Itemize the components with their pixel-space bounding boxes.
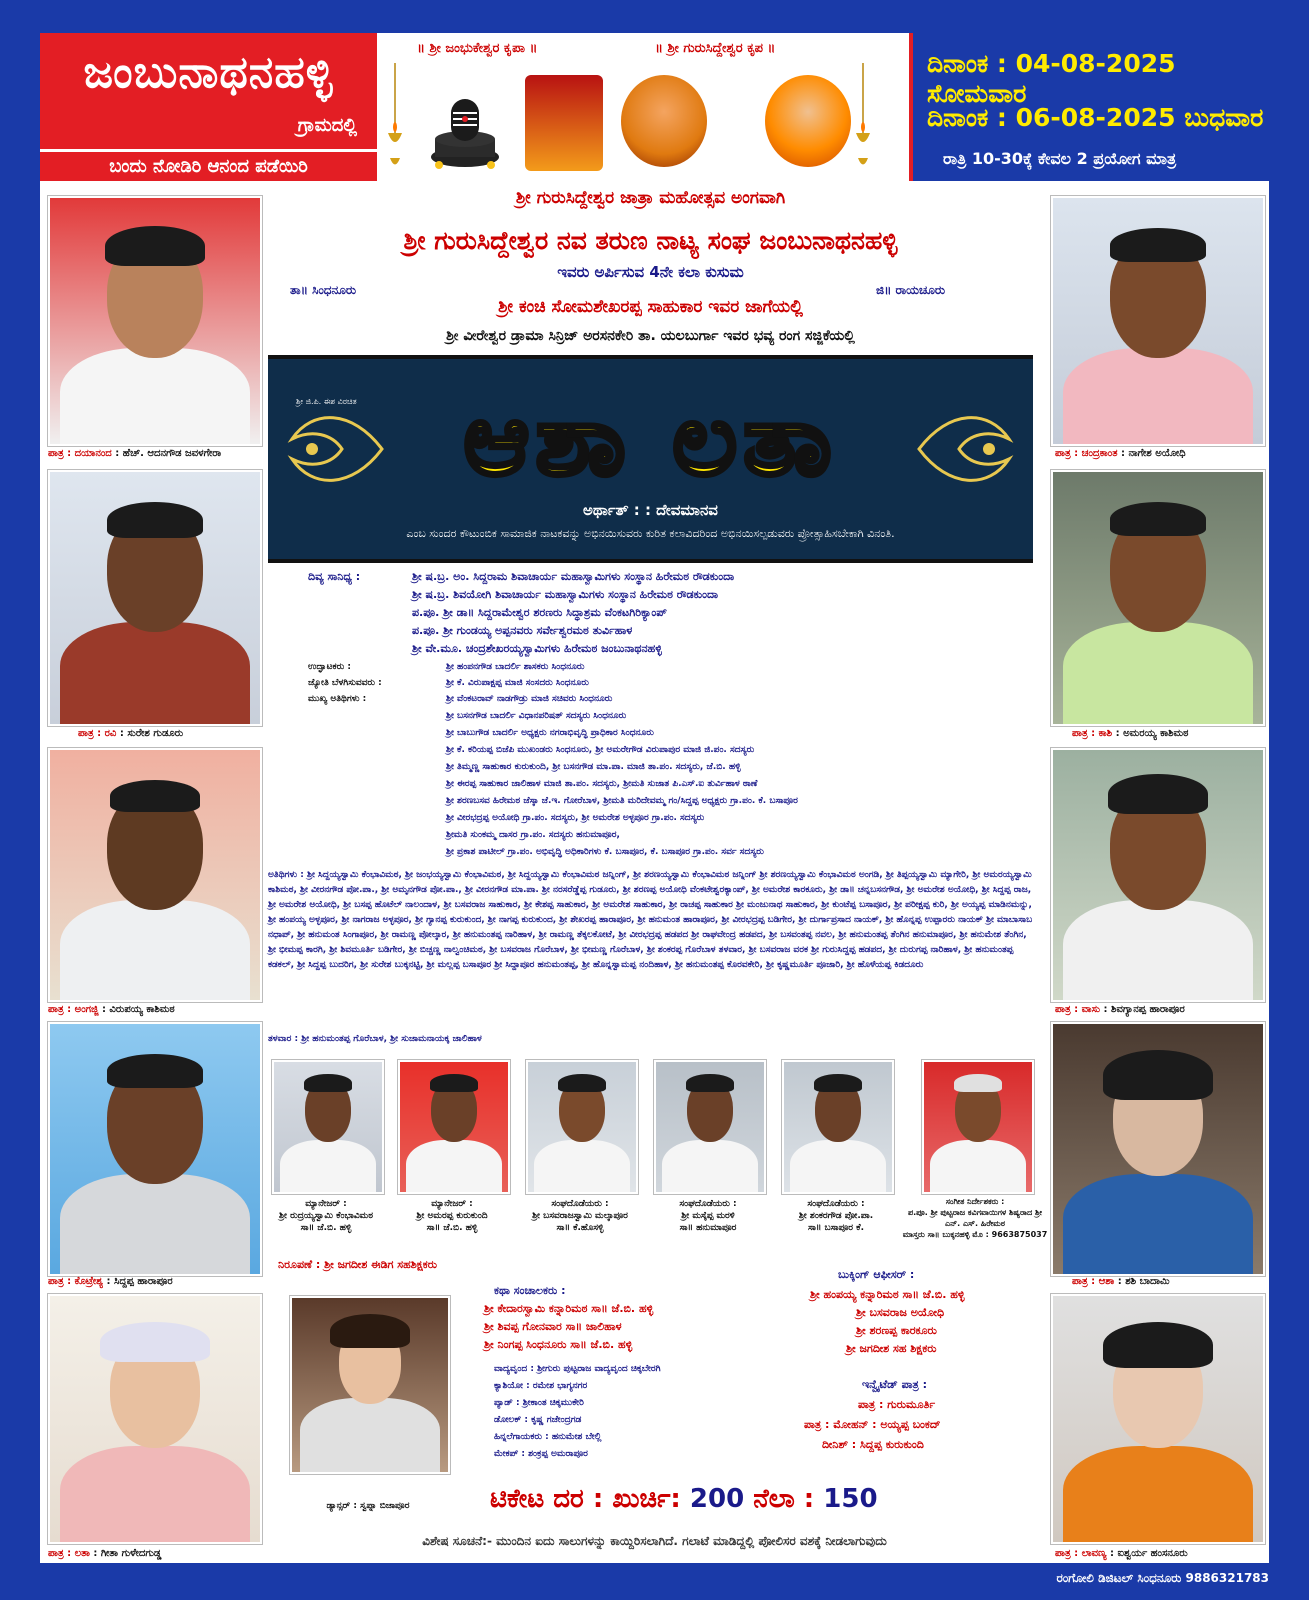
- shivalinga-icon: [425, 79, 505, 175]
- deity-strip: [377, 33, 909, 181]
- cast-photo: [48, 1294, 262, 1544]
- blessing-right: ॥ ಶ್ರೀ ಗುರುಸಿದ್ದೇಶ್ವರ ಕೃಪ ॥: [655, 41, 776, 56]
- cast-caption: ಪಾತ್ರ : ಕಾಶಿ : ಅಮರಯ್ಯ ಕಾಶಿಮಠ: [1072, 728, 1189, 739]
- dancer-photo: [290, 1296, 450, 1474]
- guest-list: ಅತಿಥಿಗಳು : ಶ್ರೀ ಸಿದ್ದಯ್ಯಸ್ವಾಮಿ ಕೆಂಭಾವಿಮಠ, ಶ್ರೀ ಜಂಭಯ್ಯಸ್ವಾಮಿ ಕೆಂಭಾವಿಮಠ, ಶ್ರೀ ಸಿದ್ದಯ್ಯಸ್ವಾಮಿ ಕೆಂಭಾವಿಮಠ ಜನ್ನಿಂಗ್, ಶ್ರೀ ಶರಣಯ್ಯಸ್ವಾಮಿ ಕೆಂಭಾವಿಮಠ ಜನ್ನಿಂಗ್ ಶ್ರೀ ಶರಣಯ್ಯಸ್ವಾಮಿ ಕೆಂಭಾವಿಮಠ ಅಂಗಡಿ, ಶ್ರೀ ತಿಪ್ಪಯ್ಯಸ್ವಾಮಿ ಮ್ಯಾಗೇರಿ, ಶ್ರೀ ಅಮರಯ್ಯಸ್ವಾಮಿ ಕಾಶಿಮಠ, ಶ್ರೀ ವೀರನಗೌಡ ಪೋ.ಪಾ., ಶ್ರೀ ಅಮೃನಗೌಡ ಪೋ.ಪಾ., ಶ್ರೀ ವೀರನಗೌಡ ಮಾ.ಪಾ. ಶ್ರೀ ನರಸರೆಡ್ಡೆಪ್ಪ ಗುಡೂರು, ಶ್ರೀ ಶರಣಪ್ಪ ಅಯೋಧಿ ವೆಂಕಟೇಶ್ವರಕ್ಯಾಂಪ್, ಶ್ರೀ ಅಮರೇಶ ಕಾರಕೂರು, ಶ್ರೀ ಡಾ॥ ಚನ್ನಬಸನಗೌಡ, ಶ್ರೀ ಅಮರೇಶ ಅಯೋಧಿ, ಶ್ರೀ ಸಿದ್ದಪ್ಪ ರಾಜ, ಶ್ರೀ ಅಮರೇಶ ಅಯೋಧಿ, ಶ್ರೀ ಬಸಪ್ಪ ಹೊಟೆಲ್ ನಾಲಂದಾಳ, ಶ್ರೀ ಬಸವರಾಜ ಸಾಹುಕಾರ, ಶ್ರೀ ಕೇಶಪ್ಪ ಸಾಹುಕಾರ, ಶ್ರೀ ಅಮರೇಶ ಸಾಹುಕಾರ, ಶ್ರೀ ರಾಚಪ್ಪ ಸಾಹುಕಾರ ಶ್ರೀ ಮಂಜುನಾಥ ಸಾಹುಕಾರ, ಶ್ರೀ ಕುಂಟೆಪ್ಪ ಬಸಾಪೂರ, ಶ್ರೀ ಪರೀಕ್ಷಪ್ಪ ಕುರಿ, ಶ್ರೀ ಅಯ್ಯಪ್ಪ ಮಾಡಿನಮನ್ನು, ಶ್ರೀ ಹಂಪಯ್ಯ ಅಳ್ಳಪೂರ, ಶ್ರೀ ನಾಗರಾಜ ಅಳ್ಳಪೂರ, ಶ್ರೀ ಗ್ಯಾನಪ್ಪ ಕುರುಕುಂದ, ಶ್ರೀ ನಾಗಪ್ಪ ಕುರುಕುಂದ, ಶ್ರೀ ಶೇಖರಪ್ಪ ಹಾರಾಪೂರ, ಶ್ರೀ ಹನುಮಂತ ಹಾರಾಪೂರ, ಶ್ರೀ ವೀರಭದ್ರಪ್ಪ ಬಡಿಗೇರ, ಶ್ರೀ ದುರ್ಗಾಪ್ರಸಾದ ನಾಯಕ್, ಶ್ರೀ ಹೊನ್ನಪ್ಪ ಉಪ್ಪಾರರು ನಾಯಕ್ ಶ್ರೀ ಮಾಬಾಸಾಬ ನಧಾಪ್, ಶ್ರೀ ಹನುಮಂತ ಸಿಂಗಾಪೂರ, ಶ್ರೀ ರಾಮಣ್ಣ ಪೋಲ್ಕಾರ, ಶ್ರೀ ಹನುಮಂತಪ್ಪ ನಾರಿಹಾಳ, ಶ್ರೀ ರಾಮಣ್ಣ ತೆಕ್ಕಲಕೋಟೆ, ಶ್ರೀ ವೀರಭದ್ರಪ್ಪ ಹಡಪದ ಶ್ರೀ ರಾಘವೇಂದ್ರ ಹಡಪದ, ಶ್ರೀ ಬಸವಂತಪ್ಪ ನವಲ, ಶ್ರೀ ಹನುಮಂತಪ್ಪ ತೆಂಗಿನ ಹನುಮಾಪೂರ, ಶ್ರೀ ಹನುಮೇಶ ತೆಂಗಿನ, ಶ್ರೀ ಭೀಮಪ್ಪ ಕಾರಗಿ, ಶ್ರೀ ಶಿವಮೂರ್ತಿ ಬಡಿಗೇರ, ಶ್ರೀ ಬಿಚ್ಚಣ್ಣ ನಾಲ್ವಂಚಿಮಠ, ಶ್ರೀ ಬಸವರಾಜ ಗೊರೆಬಾಳ, ಶ್ರೀ ಭೀಮಣ್ಣ ಗೊರೆಬಾಳ, ಶ್ರೀ ಶಂಕರಪ್ಪ ಗೊರೆಬಾಳ ತಳವಾರ, ಶ್ರೀ ಬಸವರಾಜ ವರಕ ಶ್ರೀ ಗುರುಸಿದ್ದಪ್ಪ ಹಡಪದ, ಶ್ರೀ ದುರುಗಪ್ಪ ನಾರಿಹಾಳ, ಶ್ರೀ ಹನುಮಂತಪ್ಪ ಕಡಕಲ್, ಶ್ರೀ ಸಿದ್ದಪ್ಪ ಬುದರಿಗ, ಶ್ರೀ ಸುರೇಶ ಬುಕ್ಕನಟ್ಟಿ, ಶ್ರೀ ಮಲ್ಲಪ್ಪ ಬಸಾಪೂರ ಶ್ರೀ ಸಿದ್ದಾಪೂರ ಹನುಮಂತಪ್ಪ, ಶ್ರೀ ಹೊನ್ನಸ್ವಾಮಪ್ಪ ನಂದಿಹಾಳ, ಶ್ರೀ ಹನುಮಂತಪ್ಪ ಕೊರವಕೇರಿ, ಶ್ರೀ ಕೃಷ್ಣಮೂರ್ತಿ ಪೂಜಾರಿ, ಶ್ರೀ ಹೊಳೆಯಪ್ಪ ಕಿಡದೂರು: [268, 870, 1033, 970]
- guest-list-tail: ತಳವಾರ : ಶ್ರೀ ಹನುಮಂತಪ್ಪ ಗೊರೆಬಾಳ, ಶ್ರೀ ಸುಜಾಮನಾಯಕ್ಕ ಜಾಲಿಹಾಳ: [268, 1034, 482, 1044]
- venue-line: ಶ್ರೀ ಕಂಚಿ ಸೋಮಶೇಖರಪ್ಪ ಸಾಹುಕಾರ ಇವರ ಜಾಗೆಯಲ್ಲಿ: [498, 297, 803, 317]
- story-item: ಶ್ರೀ ಕೇದಾರಸ್ವಾಮಿ ಕನ್ನಾರಿಮಠ ಸಾ॥ ಜೆ.ಬಿ. ಹಳ್ಳಿ: [484, 1302, 654, 1315]
- special-note: ವಿಶೇಷ ಸೂಚನೆ:- ಮುಂದಿನ ಐದು ಸಾಲುಗಳನ್ನು ಕಾಯ್ದಿರಿಸಲಾಗಿದೆ. ಗಲಾಟೆ ಮಾಡಿದ್ದಲ್ಲಿ ಪೋಲಿಸರ ವಶಕ್ಕೆ ನೀಡಲಾಗುವುದು: [422, 1534, 887, 1548]
- date-first: ದಿನಾಂಕ : 04-08-2025 ಸೋಮವಾರ: [927, 49, 1176, 108]
- organiser-caption: ಸಂಗೀತ ನಿರ್ದೇಶಕರು : ಪ.ಪೂ. ಶ್ರೀ ಪುಟ್ಟರಾಜ ಕವಿಗವಾಯಿಗಳ ಶಿಷ್ಯರಾದ ಶ್ರೀ ಎನ್. ಎಸ್. ಹಿರೇಮಠ ಮಾಸ್ತರು ಸಾ॥ ಬುಕ್ಕನಹಳ್ಳಿ ಮೊ : 9663875037: [902, 1197, 1048, 1239]
- music-item: ಪ್ಯಾಡ್ : ಶ್ರೀಕಾಂತ ಚಿಕ್ಕಮುಕೇರಿ: [494, 1398, 584, 1408]
- guru-picture: [765, 75, 851, 167]
- district-label: ಜಿ॥ ರಾಯಚೂರು: [876, 283, 946, 297]
- ticket-price: ಟಿಕೇಟ ದರ : ಖುರ್ಚಿ: 200 ನೆಲಾ : 150: [490, 1484, 878, 1514]
- chief-label: ಮುಖ್ಯ ಅತಿಥಿಗಳು :: [308, 694, 367, 704]
- village-title: ಜಂಬುನಾಥನಹಳ್ಳಿ: [83, 47, 334, 98]
- chief-item: ಶ್ರೀ ಶರಣಬಸವ ಹಿರೇಮಠ ಜೆಸ್ಕಾ ಜೆ.ಇ. ಗೋರೆಬಾಳ, ಶ್ರೀಮತಿ ಮರಿದೇವಮ್ಮ ಗಂ/ಸಿದ್ದಪ್ಪ ಅಧ್ಯಕ್ಷರು ಗ್ರಾ.ಪಂ. ಕೆ. ಬಸಾಪೂರ: [446, 796, 798, 806]
- troupe-name: ಶ್ರೀ ಗುರುಸಿದ್ದೇಶ್ವರ ನವ ತರುಣ ನಾಟ್ಯ ಸಂಘ ಜಂಬುನಾಥನಹಳ್ಳಿ: [403, 226, 898, 255]
- presence-item: ಶ್ರೀ ವೇ.ಮೂ. ಚಂದ್ರಶೇಖರಯ್ಯಸ್ವಾಮಿಗಳು ಹಿರೇಮಠ ಜಂಬುನಾಥನಹಳ್ಳಿ: [412, 642, 662, 655]
- music-item: ಕ್ಯಾಶಿಯೋ : ರಮೇಶ ಭಾಗ್ಯನಗರ: [494, 1381, 588, 1391]
- printer-credit: ರಂಗೋಲಿ ಡಿಜಿಟಲ್ ಸಿಂಧನೂರು 9886321783: [1056, 1571, 1269, 1585]
- organiser-photo: [526, 1060, 638, 1194]
- play-title: ಆಶಾ ಲತಾ: [463, 381, 838, 498]
- booking-item: ಶ್ರೀ ಹಂಪಯ್ಯ ಕನ್ನಾರಿಮಠ ಸಾ॥ ಜೆ.ಬಿ. ಹಳ್ಳಿ: [810, 1288, 965, 1301]
- chief-item: ಶ್ರೀ ಬಾಬುಗೌಡ ಬಾದರ್ಲಿ ಅಧ್ಯಕ್ಷರು ನಗರಾಭಿವೃದ್ಧಿ ಪ್ರಾಧಿಕಾರ ಸಿಂಧನೂರು: [446, 728, 654, 738]
- cast-caption: ಪಾತ್ರ : ಲತಾ : ಗೀತಾ ಗುಳೇದಗುಡ್ಡ: [48, 1548, 162, 1559]
- organiser-photo: [398, 1060, 510, 1194]
- stage-line: ಶ್ರೀ ವೀರೇಶ್ವರ ಡ್ರಾಮಾ ಸಿನ್ರಿಜ್ ಅರಸನಕೇರಿ ತಾ. ಯಲಬುರ್ಗಾ ಇವರ ಭವ್ಯ ರಂಗ ಸಜ್ಜಿಕೆಯಲ್ಲಿ: [446, 328, 855, 344]
- organiser-caption: ಸಂಘದೊಡೆಯರು : ಶ್ರೀ ಮಸ್ಕೆಪ್ಪ ಮರಳಿ ಸಾ॥ ಹನುಮಾಪೂರ: [679, 1199, 737, 1233]
- organiser-caption: ಮ್ಯಾನೇಜರ್ : ಶ್ರೀ ರುದ್ರಯ್ಯಸ್ವಾಮಿ ಕೆಂಭಾವಿಮಠ ಸಾ॥ ಜೆ.ಬಿ. ಹಳ್ಳಿ: [279, 1199, 373, 1233]
- chief-item: ಶ್ರೀಮತಿ ಸುಂಕಮ್ಮ ದಾಸರ ಗ್ರಾ.ಪಂ. ಸದಸ್ಯರು ಹನುಮಾಪೂರ,: [446, 830, 620, 840]
- cast-photo: [48, 1022, 262, 1276]
- chief-item: ಶ್ರೀ ಪ್ರಕಾಶ ಪಾಟೀಲ್ ಗ್ರಾ.ಪಂ. ಅಭಿವೃದ್ಧಿ ಅಧಿಕಾರಿಗಳು ಕೆ. ಬಸಾಪೂರ, ಕೆ. ಬಸಾಪೂರ ಗ್ರಾ.ಪಂ. ಸರ್ವ ಸದಸ್ಯರು: [446, 847, 764, 857]
- invited-label: ಇನ್ವೈಟೆಡ್ ಪಾತ್ರ :: [862, 1378, 928, 1391]
- music-item: ವಾದ್ಯವೃಂದ : ಶ್ರೀಗುರು ಪುಟ್ಟರಾಜ ವಾದ್ಯವೃಂದ ಚಿಕ್ಕಬೇರಗಿ: [494, 1364, 661, 1374]
- festival-line: ಶ್ರೀ ಗುರುಸಿದ್ದೇಶ್ವರ ಜಾತ್ರಾ ಮಹೋತ್ಸವ ಅಂಗವಾಗಿ: [515, 188, 786, 208]
- story-label: ಕಥಾ ಸಂಚಾಲಕರು :: [494, 1284, 566, 1297]
- organiser-caption: ಸಂಘದೊಡೆಯರು : ಶ್ರೀ ಬಸವರಾಜಸ್ವಾಮಿ ಮಲ್ಕಾಪೂರ ಸಾ॥ ಕೆ.ಹೊಸಳ್ಳಿ: [532, 1199, 628, 1233]
- lamp-name: ಶ್ರೀ ಕೆ. ವಿರುಪಾಕ್ಷಪ್ಪ ಮಾಜಿ ಸಂಸದರು ಸಿಂಧನೂರು: [446, 678, 589, 688]
- date-block: [909, 33, 1273, 181]
- taluk-label: ತಾ॥ ಸಿಂಧನೂರು: [290, 283, 357, 297]
- booking-item: ಶ್ರೀ ಬಸವರಾಜ ಅಯೋಧಿ: [856, 1306, 945, 1319]
- play-subtitle: ಅರ್ಥಾತ್ : : ದೇವಮಾನವ: [583, 501, 718, 519]
- cast-photo: [1051, 470, 1265, 726]
- cast-photo: [1051, 748, 1265, 1002]
- play-description: ಎಂಬ ಸುಂದರ ಕೌಟುಂಬಿಕ ಸಾಮಾಜಿಕ ನಾಟಕವನ್ನು ಅಭಿನಯಿಸುವರು ಕುರಿತ ಕಲಾವಿದರಿಂದ ಅಭಿನಯಿಸಲ್ಪಡುವರು ಪ್ರೋತ್ಸಾಹಿಸಬೇಕಾಗಿ ವಿನಂತಿ.: [406, 527, 895, 540]
- story-item: ಶ್ರೀ ನಿಂಗಪ್ಪ ಸಿಂಧನೂರು ಸಾ॥ ಜೆ.ಬಿ. ಹಳ್ಳಿ: [484, 1338, 633, 1351]
- cast-photo: [48, 748, 262, 1002]
- blessing-left: ॥ ಶ್ರೀ ಜಂಭುಕೇಶ್ವರ ಕೃಪಾ ॥: [417, 41, 538, 56]
- inaug-label: ಉದ್ಘಾಟಕರು :: [308, 662, 351, 672]
- chief-item: ಶ್ರೀ ವೆಂಕಟರಾವ್ ನಾಡಗೌಡ್ರು ಮಾಜಿ ಸಚಿವರು ಸಿಂಧನೂರು: [446, 694, 613, 704]
- hanging-lamp-icon: [855, 63, 871, 173]
- lamp-label: ಜ್ಯೋತಿ ಬೆಳಗಿಸುವವರು :: [308, 678, 382, 688]
- story-item: ಶ್ರೀ ಶಿವಪ್ಪ ಗೋನವಾರ ಸಾ॥ ಜಾಲಿಹಾಳ: [484, 1320, 622, 1333]
- inaug-name: ಶ್ರೀ ಹಂಪನಗೌಡ ಬಾದರ್ಲಿ ಶಾಸಕರು ಸಿಂಧನೂರು: [446, 662, 585, 672]
- presence-item: ಪ.ಪೂ. ಶ್ರೀ ಗುಂಡಯ್ಯ ಅಪ್ಪನವರು ಸರ್ವೇಶ್ವರಮಠ ತುರ್ವಿಹಾಳ: [412, 624, 633, 637]
- cast-photo: [1051, 1022, 1265, 1276]
- presence-label: ದಿವ್ಯ ಸಾನಿಧ್ಯ :: [308, 570, 361, 583]
- chief-item: ಶ್ರೀ ವೀರಭದ್ರಪ್ಪ ಅಯೋಧಿ ಗ್ರಾ.ಪಂ. ಸದಸ್ಯರು, ಶ್ರೀ ಅಮರೇಶ ಅಳ್ಳಪೂರ ಗ್ರಾ.ಪಂ. ಸದಸ್ಯರು: [446, 813, 705, 823]
- hanging-lamp-icon: [387, 63, 403, 173]
- booking-item: ಶ್ರೀ ಶರಣಪ್ಪ ಕಾರಕೂರು: [856, 1324, 937, 1337]
- cast-caption: ಪಾತ್ರ : ದಯಾನಂದ : ಹೆಚ್. ಆದನಗೌಡ ಜವಳಗೇರಾ: [48, 448, 222, 459]
- cast-photo: [1051, 196, 1265, 446]
- cast-caption: ಪಾತ್ರ : ಕೊಟ್ರೇಶ್ಯ : ಸಿದ್ದಪ್ಪ ಹಾರಾಪೂರ: [48, 1276, 173, 1287]
- organiser-caption: ಸಂಘದೊಡೆಯರು : ಶ್ರೀ ಶಂಕರಗೌಡ ಪೋ.ಪಾ. ಸಾ॥ ಬಸಾಪೂರ ಕೆ.: [798, 1199, 874, 1233]
- chief-item: ಶ್ರೀ ಈರಪ್ಪ ಸಾಹುಕಾರ ಜಾಲಿಹಾಳ ಮಾಜಿ ತಾ.ಪಂ. ಸದಸ್ಯರು, ಶ್ರೀಮತಿ ಸುಜಾತ ಪಿ.ಎಸ್.ಐ ತುರ್ವಿಹಾಳ ಠಾಣೆ: [446, 779, 758, 789]
- organiser-photo: [782, 1060, 894, 1194]
- presentation-line: ಇವರು ಅರ್ಪಿಸುವ 4ನೇ ಕಲಾ ಕುಸುಮ: [557, 263, 744, 281]
- chief-item: ಶ್ರೀ ಕೆ. ಕರಿಯಪ್ಪ ಬಿಜೆಪಿ ಮುಖಂಡರು ಸಿಂಧನೂರು, ಶ್ರೀ ಅಮರೇಗೌಡ ವಿರುಪಾಪುರ ಮಾಜಿ ಜಿ.ಪಂ. ಸದಸ್ಯರು: [446, 745, 755, 755]
- booking-item: ಶ್ರೀ ಜಗದೀಶ ಸಹ ಶಿಕ್ಷಕರು: [846, 1342, 937, 1355]
- cast-photo: [48, 470, 262, 726]
- presence-item: ಶ್ರೀ ಷ.ಬ್ರ. ಅಂ. ಸಿದ್ದರಾಮ ಶಿವಾಚಾರ್ಯ ಮಹಾಸ್ವಾಮಿಗಳು ಸಂಸ್ಥಾನ ಹಿರೇಮಠ ರೌಡಕುಂದಾ: [412, 570, 735, 583]
- invited-item: ದೀನಿಶ್ : ಸಿದ್ದಪ್ಪ ಕುರುಕುಂದಿ: [822, 1438, 924, 1451]
- booking-label: ಬುಕ್ಕಿಂಗ್ ಆಫೀಸರ್ :: [838, 1268, 915, 1281]
- cast-caption: ಪಾತ್ರ : ಆಶಾ : ಶಶಿ ಬಾದಾಮಿ: [1072, 1276, 1170, 1287]
- village-block: [40, 33, 377, 181]
- cast-caption: ಪಾತ್ರ : ಲಾವಣ್ಯ : ಐಶ್ವರ್ಯ ಹಂಸನೂರು: [1055, 1548, 1188, 1559]
- cast-caption: ಪಾತ್ರ : ರವಿ : ಸುರೇಶ ಗುಡೂರು: [78, 728, 184, 739]
- show-time: ರಾತ್ರಿ 10-30ಕ್ಕೆ ಕೇವಲ 2 ಪ್ರಯೋಗ ಮಾತ್ರ: [943, 149, 1177, 168]
- music-item: ಮೇಕಪ್ : ಶಂಕ್ರಪ್ಪ ಅಮರಾಪೂರ: [494, 1449, 588, 1459]
- cast-caption: ಪಾತ್ರ : ಚಂದ್ರಕಾಂತ : ನಾಗೇಶ ಅಯೋಧಿ: [1055, 448, 1186, 459]
- goddess-picture: [525, 75, 603, 171]
- organiser-photo: [654, 1060, 766, 1194]
- village-subtitle: ಗ್ರಾಮದಲ್ಲಿ: [297, 115, 357, 136]
- play-author: ಶ್ರೀ ಜಿ.ಪಿ. ಈಶ ವಿರಚಿತ: [296, 397, 357, 406]
- saint-picture: [621, 75, 707, 167]
- cast-photo: [1051, 1294, 1265, 1544]
- dancer-caption: ಡ್ಯಾನ್ಸರ್ : ಸ್ವಪ್ನಾ ಬಿಜಾಪೂರ: [326, 1501, 410, 1511]
- direction-credit: ನಿರೂಪಣೆ : ಶ್ರೀ ಜಗದೀಶ ಈಡಿಗ ಸಹಶಿಕ್ಷಕರು: [278, 1258, 438, 1271]
- presence-item: ಶ್ರೀ ಷ.ಬ್ರ. ಶಿವಯೋಗಿ ಶಿವಾಚಾರ್ಯ ಮಹಾಸ್ವಾಮಿಗಳು ಸಂಸ್ಥಾನ ಹಿರೇಮಠ ರೌಡಕುಂದಾ: [412, 588, 718, 601]
- organiser-photo: [272, 1060, 384, 1194]
- presence-item: ಪ.ಪೂ. ಶ್ರೀ ಡಾ॥ ಸಿದ್ದರಾಮೇಶ್ವರ ಶರಣರು ಸಿದ್ಧಾಶ್ರಮ ವೆಂಕಟಗಿರಿಕ್ಯಾಂಪ್: [412, 606, 667, 619]
- cast-photo: [48, 196, 262, 446]
- organiser-caption: ಮ್ಯಾನೇಜರ್ : ಶ್ರೀ ಅಮರಪ್ಪ ಕುರುಕುಂದಿ ಸಾ॥ ಜೆ.ಬಿ. ಹಳ್ಳಿ: [416, 1199, 488, 1233]
- tagline: ಬಂದು ನೋಡಿರಿ ಆನಂದ ಪಡೆಯಿರಿ: [40, 149, 377, 177]
- date-second: ದಿನಾಂಕ : 06-08-2025 ಬುಧವಾರ: [927, 103, 1264, 132]
- chief-item: ಶ್ರೀ ತಿಮ್ಮಣ್ಣ ಸಾಹುಕಾರ ಕುರುಕುಂದಿ, ಶ್ರೀ ಬಸನಗೌಡ ಮಾ.ಪಾ. ಮಾಜಿ ತಾ.ಪಂ. ಸದಸ್ಯರು, ಜೆ.ಬಿ. ಹಳ್ಳಿ: [446, 762, 741, 772]
- play-banner: [268, 355, 1033, 563]
- chief-item: ಶ್ರೀ ಬಸನಗೌಡ ಬಾದರ್ಲಿ ವಿಧಾನಪರಿಷತ್ ಸದಸ್ಯರು ಸಿಂಧನೂರು: [446, 711, 627, 721]
- cast-caption: ಪಾತ್ರ : ಅಂಗಜ್ಜಿ : ವಿರುಪಯ್ಯ ಕಾಶಿಮಠ: [48, 1004, 175, 1015]
- music-item: ಡೋಲಕ್ : ಕೃಷ್ಣ ಗಜೇಂದ್ರಗಡ: [494, 1415, 582, 1425]
- organiser-photo: [922, 1060, 1034, 1194]
- invited-item: ಪಾತ್ರ : ಗುರುಮೂರ್ತಿ: [858, 1398, 936, 1411]
- music-item: ಹಿನ್ನಲೆಗಾಯಕರು : ಹನುಮೇಶ ಬೇಲ್ಲಿ: [494, 1432, 602, 1442]
- cast-caption: ಪಾತ್ರ : ವಾಸು : ಶಿವಗ್ಯಾನಪ್ಪ ಹಾರಾಪೂರ: [1055, 1004, 1185, 1015]
- invited-item: ಪಾತ್ರ : ಮೋಹನ್ : ಅಯ್ಯಪ್ಪ ಬಂಕದ್: [804, 1418, 941, 1431]
